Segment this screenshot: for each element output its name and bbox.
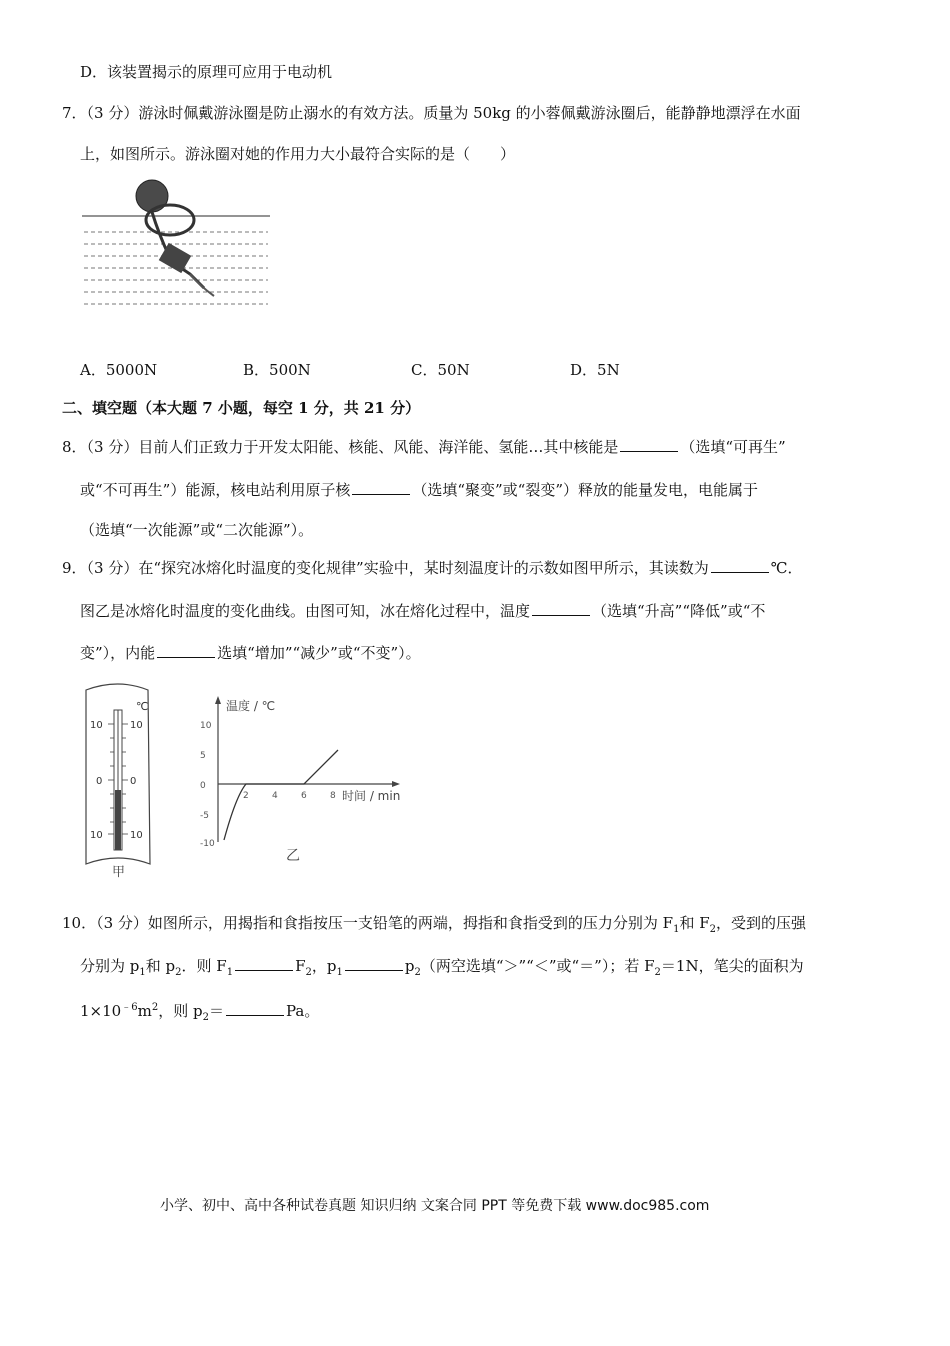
q10-text-2d: F <box>295 957 306 975</box>
q8-text-2a: 或“不可再生”）能源，核电站利用原子核 <box>80 481 351 499</box>
graph-ytick: 10 <box>200 721 212 731</box>
q10-blank-3 <box>226 1001 284 1016</box>
thermo-tick-bottom-right: 10 <box>130 830 143 841</box>
q6-option-d: D．该装置揭示的原理可应用于电动机 <box>80 63 333 81</box>
thermo-caption: 甲 <box>112 865 126 880</box>
graph-xtick: 2 <box>243 791 249 801</box>
q7-option-c: C．50N <box>411 361 470 379</box>
q9-text-1b: ℃． <box>770 559 803 577</box>
q10-sup: 2 <box>151 1002 159 1013</box>
q10-text-1a: 10．（3 分）如图所示，用揭指和食指按压一支铅笔的两端，拇指和食指受到的压力分别为 F <box>62 914 674 932</box>
q9-line1 <box>62 558 802 578</box>
q10-text-2h: ＝1N，笔尖的面积为 <box>660 957 804 975</box>
q10-sub: 1 <box>139 967 146 978</box>
q10-text-3a: 1×10 <box>80 1002 122 1020</box>
q8-text-2b: （选填“聚变”或“裂变”）释放的能量发电，电能属于 <box>412 481 759 499</box>
q10-sub: 2 <box>414 967 421 978</box>
q10-sub: 2 <box>709 924 717 935</box>
q9-text-2a: 图乙是冰熔化时温度的变化曲线。由图可知，冰在熔化过程中，温度 <box>80 602 531 620</box>
q9-text-1a: 9．（3 分）在“探究冰熔化时温度的变化规律”实验中，某时刻温度计的示数如图甲所示，其读数为 <box>62 559 709 577</box>
melting-curve <box>224 750 338 840</box>
q8-blank-2 <box>352 480 410 495</box>
q10-text-1c: ，受到的压强 <box>716 914 807 932</box>
q8-line3: （选填“一次能源”或“二次能源”）。 <box>80 521 314 539</box>
graph-ylabel: 温度 / ℃ <box>226 699 276 713</box>
q9-blank-3 <box>157 643 215 658</box>
q10-line1 <box>62 913 806 940</box>
q7-option-b: B．500N <box>243 361 311 379</box>
q10-sub: 1 <box>226 967 234 978</box>
thermo-tick-mid-right: 0 <box>130 776 137 787</box>
q10-sub: 2 <box>202 1012 209 1023</box>
q9-line3 <box>80 643 421 663</box>
q10-text-2g: （两空选填“＞”“＜”或“＝”）；若 F <box>420 957 655 975</box>
q10-sub: 1 <box>336 967 343 978</box>
q9-text-3b: 选填“增加”“减少”或“不变”）。 <box>217 644 421 662</box>
q9-blank-1 <box>711 558 769 573</box>
q10-text-1b: 和 F <box>679 914 710 932</box>
q10-blank-2 <box>345 956 403 971</box>
q9-line2 <box>80 601 765 621</box>
graph-xtick: 6 <box>301 791 307 801</box>
thermo-tick-bottom-left: 10 <box>90 830 103 841</box>
graph-ytick: 5 <box>200 751 206 761</box>
q8-blank-1 <box>620 437 678 452</box>
q10-text-2e: ，p <box>311 957 337 975</box>
page-footer: 小学、初中、高中各种试卷真题 知识归纳 文案合同 PPT 等免费下载 www.doc985.com <box>160 1198 710 1214</box>
q10-text-2b: 和 p <box>145 957 176 975</box>
q10-blank-1 <box>235 956 293 971</box>
q8-line2 <box>80 480 758 500</box>
q10-sub: 1 <box>673 924 680 935</box>
q9-blank-2 <box>532 601 590 616</box>
q10-text-2c: ．则 F <box>181 957 227 975</box>
thermometer-figure <box>78 676 158 881</box>
q10-text-3c: ，则 p <box>158 1002 203 1020</box>
q10-text-2f: p <box>404 957 415 975</box>
graph-xtick: 8 <box>330 791 336 801</box>
section-heading: 二、填空题（本大题 7 小题，每空 1 分，共 21 分） <box>62 399 421 417</box>
q8-text-1b: （选填“可再生” <box>680 438 786 456</box>
q10-line2 <box>80 956 804 983</box>
q7-stem-line2: 上，如图所示。游泳圈对她的作用力大小最符合实际的是（ ） <box>80 145 516 163</box>
graph-caption: 乙 <box>286 848 300 864</box>
thermo-tick-top-left: 10 <box>90 720 103 731</box>
q10-text-3e: Pa。 <box>285 1002 320 1020</box>
q7-option-a: A．5000N <box>80 361 158 379</box>
q10-line3 <box>80 998 319 1028</box>
graph-ytick: -10 <box>200 839 215 849</box>
graph-ytick: -5 <box>200 811 209 821</box>
thermo-tick-mid-left: 0 <box>96 776 103 787</box>
graph-xlabel: 时间 / min <box>342 789 401 803</box>
q10-sub: 2 <box>654 967 661 978</box>
graph-xtick: 4 <box>272 791 278 801</box>
q8-text-1a: 8．（3 分）目前人们正致力于开发太阳能、核能、风能、海洋能、氢能…其中核能是 <box>62 438 619 456</box>
q9-text-2b: （选填“升高”“降低”或“不 <box>592 602 766 620</box>
thermo-liquid <box>115 790 121 850</box>
q7-stem-line1: 7．（3 分）游泳时佩戴游泳圈是防止溺水的有效方法。质量为 50kg 的小蓉佩戴游泳圈后，能静静地漂浮在水面 <box>62 104 801 122</box>
melting-curve-graph <box>196 690 416 870</box>
q8-line1 <box>62 437 786 457</box>
q10-sub: 2 <box>305 967 312 978</box>
q9-text-3a: 变”），内能 <box>80 644 156 662</box>
q7-option-d: D．5N <box>570 361 620 379</box>
thermo-tick-top-right: 10 <box>130 720 143 731</box>
q10-text-3b: m <box>137 1002 152 1020</box>
q10-sup: ﹣6 <box>121 1002 138 1013</box>
q10-text-2a: 分别为 p <box>80 957 140 975</box>
swimmer-figure <box>80 178 272 318</box>
q10-text-3d: ＝ <box>208 1002 224 1020</box>
thermo-unit: ℃ <box>136 700 149 713</box>
q10-sub: 2 <box>175 967 182 978</box>
graph-ytick: 0 <box>200 781 206 791</box>
